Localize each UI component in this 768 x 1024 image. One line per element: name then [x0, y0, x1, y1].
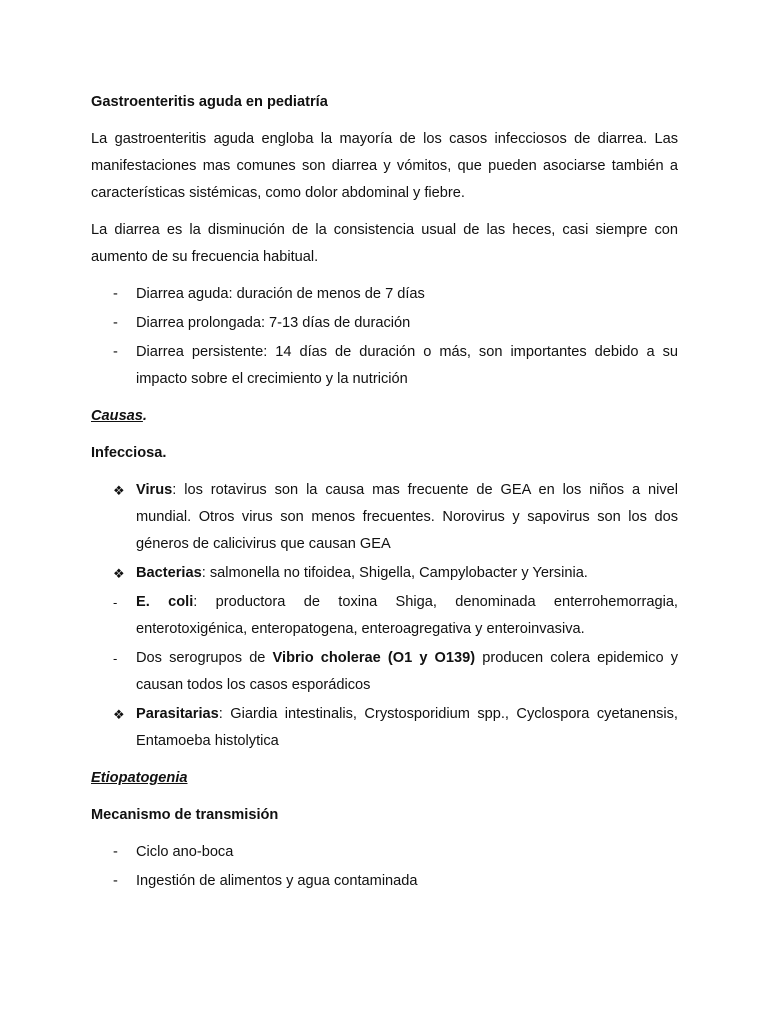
- subheading-infectious: Infecciosa.: [91, 445, 167, 461]
- list-item-text: Diarrea aguda: duración de menos de 7 días: [136, 286, 425, 302]
- diamond-bullet-icon: ❖: [113, 707, 125, 722]
- diamond-bullet-icon: ❖: [113, 566, 125, 581]
- list-item-text: : productora de toxina Shiga, denominada enterrohemorragia, enterotoxigénica, enteropatogena, enteroagregativa y enteroinvasiva.: [136, 594, 678, 637]
- list-item-text: Ingestión de alimentos y agua contaminada: [136, 873, 418, 889]
- dash-bullet: -: [113, 315, 118, 331]
- dash-bullet: -: [113, 286, 118, 302]
- list-item-text: : los rotavirus son la causa mas frecuente de GEA en los niños a nivel mundial. Otros virus son menos frecuentes. Norovirus y sapovirus son los dos géneros de calicivirus que causan GEA: [136, 482, 678, 552]
- paragraph-intro: La gastroenteritis aguda engloba la mayoría de los casos infecciosos de diarrea. Las manifestaciones mas comunes son diarrea y vómitos, que pueden asociarse también a características sistémicas, como dolor abdominal y fiebre.: [91, 131, 678, 201]
- list-item-text: : Giardia intestinalis, Crystosporidium spp., Cyclospora cyetanensis, Entamoeba histolytica: [136, 706, 678, 749]
- dash-bullet: -: [113, 844, 118, 860]
- list-item-text: Ciclo ano-boca: [136, 844, 234, 860]
- dash-bullet: -: [113, 873, 118, 889]
- list-item: [91, 701, 678, 755]
- dash-bullet: -: [113, 651, 118, 666]
- list-item: [91, 281, 678, 308]
- document-body: [91, 89, 678, 905]
- list-item: [91, 339, 678, 393]
- dash-bullet: -: [113, 344, 118, 360]
- list-item-term: Vibrio cholerae (O1 y O139): [272, 650, 476, 666]
- list-item: [91, 645, 678, 699]
- list-item-text: Diarrea prolongada: 7-13 días de duración: [136, 315, 411, 331]
- list-item: [91, 310, 678, 337]
- list-item-text: Diarrea persistente: 14 días de duración o más, son importantes debido a su impacto sobre el crecimiento y la nutrición: [136, 344, 678, 387]
- list-item: [91, 589, 678, 643]
- section-heading-causes: [91, 403, 678, 430]
- list-item-term: E. coli: [136, 594, 194, 610]
- causes-heading-text: Causas: [91, 408, 143, 424]
- diarrhea-types-list: [91, 281, 678, 393]
- list-item-term: Parasitarias: [136, 706, 219, 722]
- transmission-list: [91, 839, 678, 895]
- list-item: [91, 839, 678, 866]
- list-item-prefix: Dos serogrupos de: [136, 650, 273, 666]
- list-item: [91, 560, 678, 587]
- list-item-term: Virus: [136, 482, 173, 498]
- list-item: [91, 477, 678, 558]
- dash-bullet: -: [113, 595, 118, 610]
- causes-heading-suffix: .: [142, 408, 147, 424]
- causes-list: [91, 477, 678, 755]
- subheading-transmission: Mecanismo de transmisión: [91, 807, 279, 823]
- list-item-term: Bacterias: [136, 565, 202, 581]
- diamond-bullet-icon: ❖: [113, 483, 125, 498]
- document-title: Gastroenteritis aguda en pediatría: [91, 94, 328, 110]
- list-item: [91, 868, 678, 895]
- section-heading-etiopathogenesis: Etiopatogenia: [91, 770, 188, 786]
- paragraph-diarrhea-definition: La diarrea es la disminución de la consistencia usual de las heces, casi siempre con aumento de su frecuencia habitual.: [91, 222, 678, 265]
- list-item-text: : salmonella no tifoidea, Shigella, Campylobacter y Yersinia.: [201, 565, 588, 581]
- list-item-text: producen colera epidemico y causan todos los casos esporádicos: [136, 650, 678, 693]
